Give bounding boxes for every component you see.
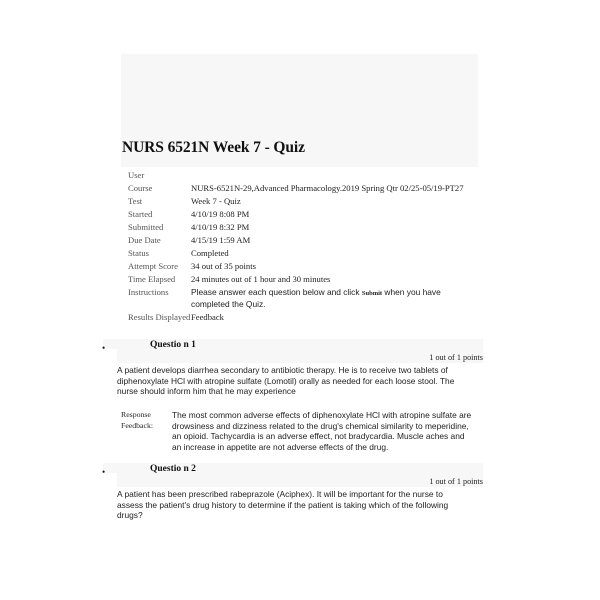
detail-row-test <box>128 196 478 206</box>
detail-value: Week 7 - Quiz <box>191 196 241 206</box>
detail-value: 34 out of 35 points <box>191 261 256 271</box>
question-text: A patient has been prescribed rabeprazole (Aciphex). It will be important for the nurse to assess the patient's drug history to determine if the patient is taking which of the following drugs? <box>117 489 449 520</box>
instructions-text-after: when you have completed the Quiz. <box>191 287 441 309</box>
instructions-submit-emphasis: Submit <box>361 290 383 297</box>
detail-value <box>191 287 478 309</box>
detail-row-started <box>128 209 478 219</box>
detail-row-time-elapsed <box>128 274 478 284</box>
detail-value: Completed <box>191 248 229 258</box>
detail-row-submitted <box>128 222 478 232</box>
detail-label: Instructions <box>128 287 169 297</box>
detail-label: Time Elapsed <box>128 274 176 284</box>
detail-label: Attempt Score <box>128 261 178 271</box>
detail-row-attempt-score <box>128 261 478 271</box>
question-text: A patient develops diarrhea secondary to antibiotic therapy. He is to receive two tablets of diphenoxylate HCl with atropine sulfate (Lomotil) orally as needed for each loose stool. The nurse should inform him that he may experience <box>117 365 455 396</box>
detail-row-due-date <box>128 235 478 245</box>
feedback-label: Response Feedback: <box>121 410 154 430</box>
detail-value: NURS-6521N-29,Advanced Pharmacology.2019 Spring Qtr 02/25-05/19-PT27 <box>191 183 464 193</box>
bullet-icon: • <box>102 467 106 477</box>
response-feedback <box>121 410 481 452</box>
detail-label: Submitted <box>128 222 164 232</box>
detail-value: 4/15/19 1:59 AM <box>191 235 251 245</box>
detail-row-course <box>128 183 478 193</box>
detail-value: 4/10/19 8:32 PM <box>191 222 250 232</box>
detail-label: Test <box>128 196 143 206</box>
attempt-details-table <box>128 170 478 325</box>
question-title: Questio n 2 <box>150 464 196 474</box>
detail-label: Started <box>128 209 153 219</box>
detail-label: Results Displayed <box>128 312 191 322</box>
detail-row-instructions <box>128 287 478 309</box>
detail-value: Feedback <box>191 312 224 322</box>
question-points: 1 out of 1 points <box>429 353 483 362</box>
question-title: Questio n 1 <box>150 340 196 350</box>
detail-value: 4/10/19 8:08 PM <box>191 209 250 219</box>
instructions-text-before: Please answer each question below and click <box>191 287 362 297</box>
detail-row-user <box>128 170 478 180</box>
detail-value <box>191 170 478 180</box>
page-title: NURS 6521N Week 7 - Quiz <box>122 139 305 156</box>
detail-row-status <box>128 248 478 258</box>
detail-label: Status <box>128 248 150 258</box>
detail-label: Due Date <box>128 235 161 245</box>
detail-label: Course <box>128 183 153 193</box>
bullet-icon: • <box>102 343 106 353</box>
detail-value: 24 minutes out of 1 hour and 30 minutes <box>191 274 331 284</box>
detail-label: User <box>128 170 145 180</box>
question-points: 1 out of 1 points <box>429 477 483 486</box>
detail-row-results-displayed <box>128 312 478 322</box>
feedback-text: The most common adverse effects of diphenoxylate HCl with atropine sulfate are drowsiness and dizziness related to the drug's chemical similarity to meperidine, an opioid. Tachycardia is an adverse effect, not bradycardia. Muscle aches and an increase in appetite are not adverse effects of the drug. <box>172 410 472 452</box>
